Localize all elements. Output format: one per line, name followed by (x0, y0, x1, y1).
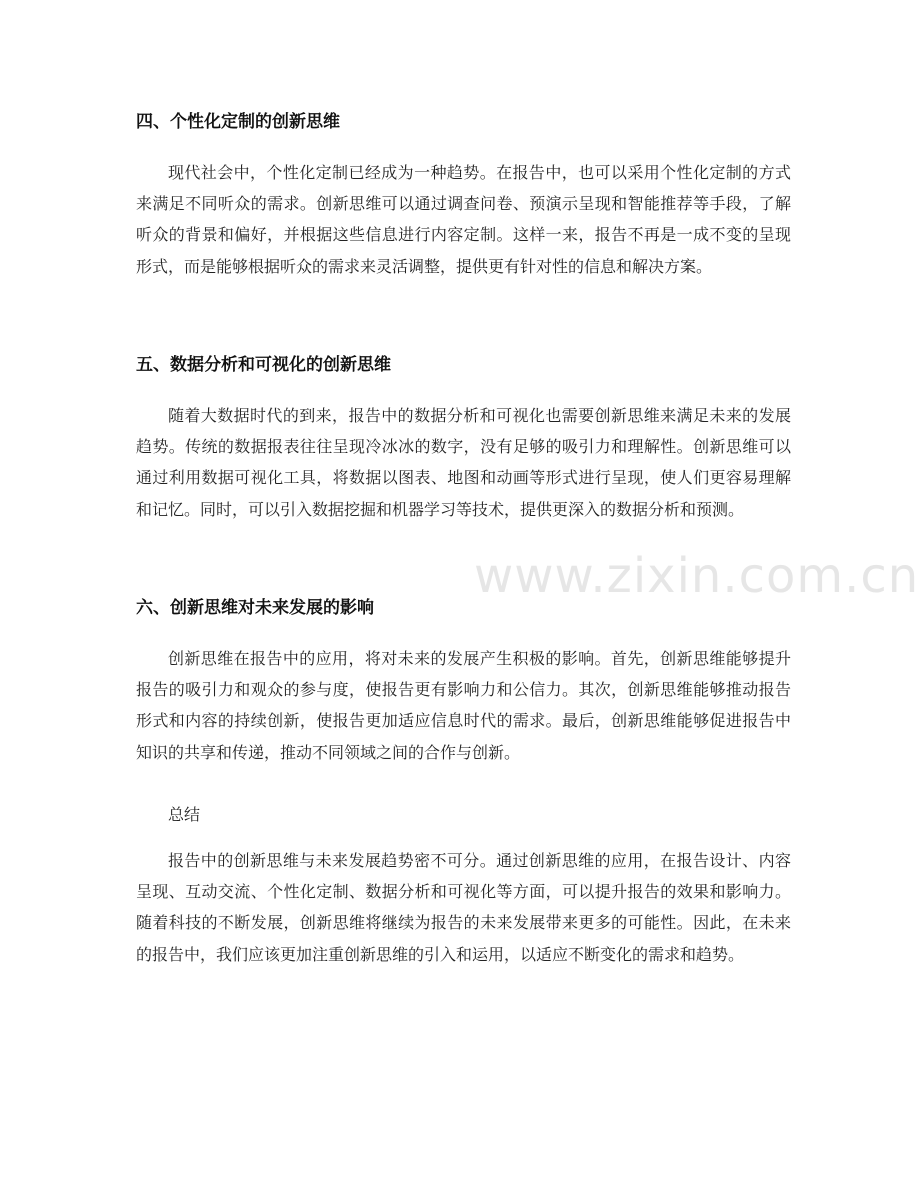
watermark: www.zixin.com.cn (474, 548, 920, 604)
section-6-paragraph: 创新思维在报告中的应用，将对未来的发展产生积极的影响。首先，创新思维能够提升报告的吸引力和观众的参与度，使报告更有影响力和公信力。其次，创新思维能够推动报告形式和内容的持续创新，使报告更加适应信息时代的需求。最后，创新思维能够促进报告中知识的共享和传递，推动不同领域之间的合作与创新。 (136, 649, 791, 762)
section-5-paragraph: 随着大数据时代的到来，报告中的数据分析和可视化也需要创新思维来满足未来的发展趋势。传统的数据报表往往呈现冷冰冰的数字，没有足够的吸引力和理解性。创新思维可以通过利用数据可视化工具，将数据以图表、地图和动画等形式进行呈现，使人们更容易理解和记忆。同时，可以引入数据挖掘和机器学习等技术，提供更深入的数据分析和预测。 (136, 406, 791, 519)
section-4-heading: 四、个性化定制的创新思维 (136, 112, 340, 132)
summary-paragraph: 报告中的创新思维与未来发展趋势密不可分。通过创新思维的应用，在报告设计、内容呈现、互动交流、个性化定制、数据分析和可视化等方面，可以提升报告的效果和影响力。随着科技的不断发展，创新思维将继续为报告的未来发展带来更多的可能性。因此，在未来的报告中，我们应该更加注重创新思维的引入和运用，以适应不断变化的需求和趋势。 (136, 851, 791, 964)
section-5-heading: 五、数据分析和可视化的创新思维 (136, 355, 391, 375)
summary-label: 总结 (168, 805, 201, 824)
section-6-heading: 六、创新思维对未来发展的影响 (136, 598, 374, 618)
section-4-paragraph: 现代社会中，个性化定制已经成为一种趋势。在报告中，也可以采用个性化定制的方式来满足不同听众的需求。创新思维可以通过调查问卷、预演示呈现和智能推荐等手段，了解听众的背景和偏好，并根据这些信息进行内容定制。这样一来，报告不再是一成不变的呈现形式，而是能够根据听众的需求来灵活调整，提供更有针对性的信息和解决方案。 (136, 163, 791, 276)
